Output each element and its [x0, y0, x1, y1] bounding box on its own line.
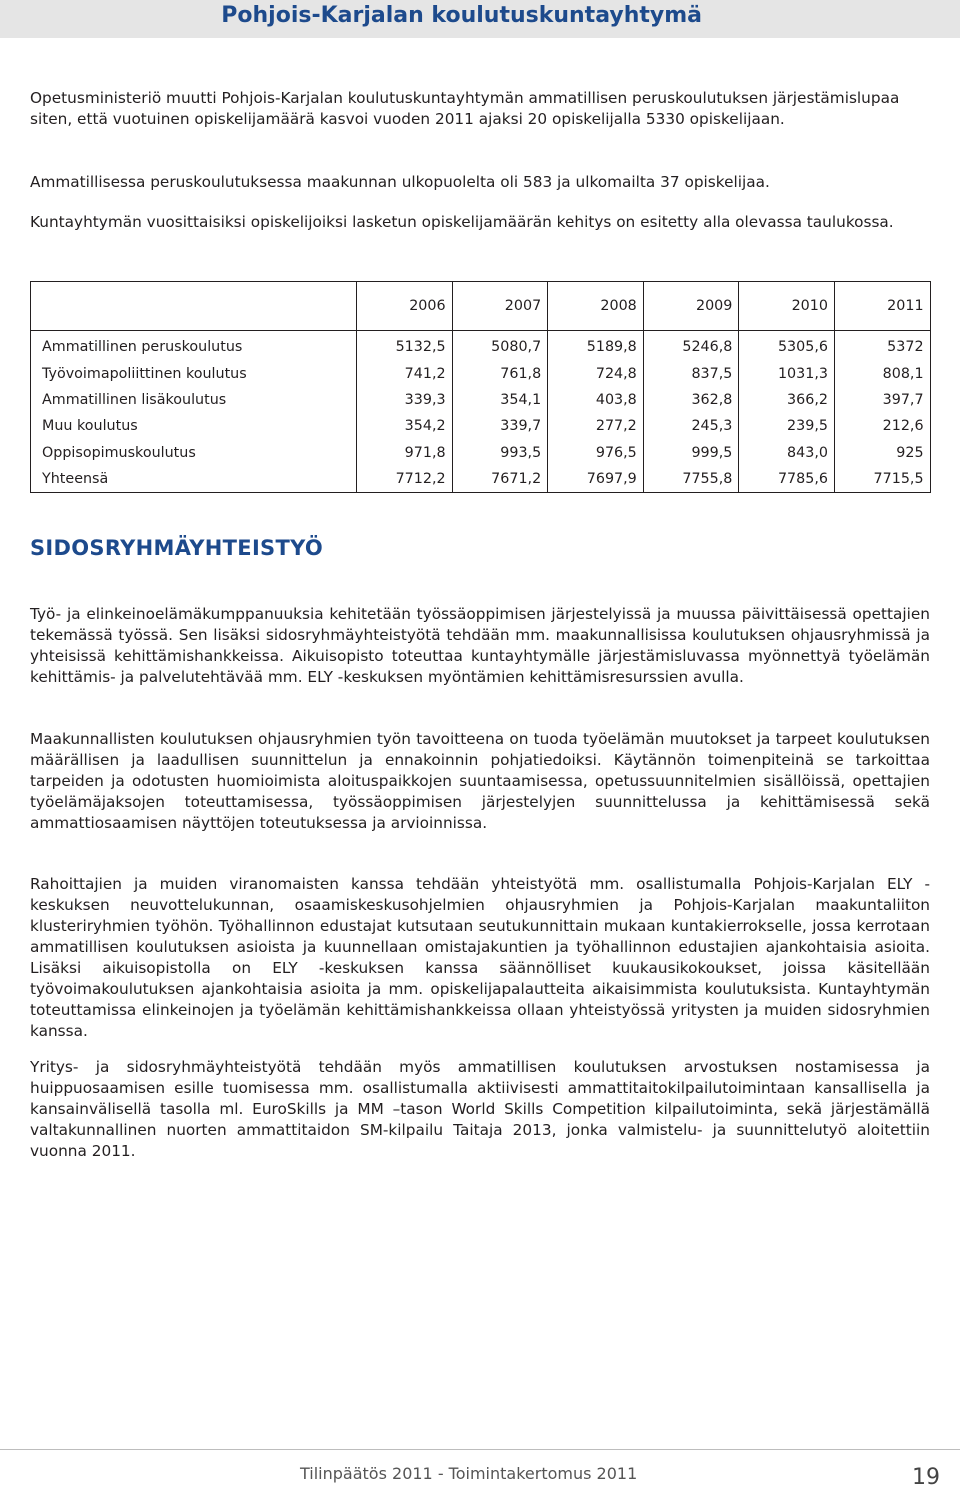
table-cell: 5189,8	[548, 331, 644, 361]
table-cell: 5080,7	[452, 331, 548, 361]
table-cell: 403,8	[548, 387, 644, 413]
table-cell: 277,2	[548, 413, 644, 439]
header-cell-year: 2009	[643, 282, 739, 331]
body-paragraph-4: Yritys- ja sidosryhmäyhteistyötä tehdään myös ammatillisen koulutuksen arvostuksen nostamisessa ja huippuosaamisen esille tuomisessa mm. osallistumalla aktiivisesti ammattitaitokilpailutoimintaan kansallisella ja kansainvälisellä tasolla ml. EuroSkills ja MM –tason World Skills Competition kilpailutoiminta, sekä järjestämällä valtakunnallinen nuorten ammattitaidon SM-kilpailu Taitaja 2013, jonka valmistelu- ja suunnittelutyö aloitettiin vuonna 2011.	[30, 1058, 930, 1160]
table-cell: 741,2	[357, 360, 453, 386]
table-cell: 239,5	[739, 413, 835, 439]
page-header	[0, 0, 960, 38]
body-paragraph-2: Maakunnallisten koulutuksen ohjausryhmien työn tavoitteena on tuoda työelämän muutokset ja tarpeet koulutuksen määrällisen ja laadullisen suunnittelun ja ennakoinnin pohjatiedoiksi. Käytännön toimenpiteinä se tarkoittaa tarpeiden ja odotusten huomioimista aloituspaikkojen suuntaamisessa, opetussuunnitelmien sisällöissä, opettajien työelämäjaksojen toteuttamisessa, työssäoppimisen järjestelyjen suunnittelussa ja kehittämisessä sekä ammattiosaamisen näyttöjen toteutuksessa ja arvioinnissa.	[30, 730, 930, 832]
table-cell: 724,8	[548, 360, 644, 386]
student-count-table	[30, 281, 931, 493]
table-cell: 7755,8	[643, 466, 739, 493]
header-cell-year: 2008	[548, 282, 644, 331]
table-cell: 7715,5	[834, 466, 930, 493]
page-number: 19	[912, 1465, 940, 1490]
table-cell: 837,5	[643, 360, 739, 386]
table-cell: 212,6	[834, 413, 930, 439]
table-cell: 999,5	[643, 440, 739, 466]
table-header	[31, 282, 931, 331]
footer-title: Tilinpäätös 2011 - Toimintakertomus 2011	[300, 1464, 638, 1483]
table-row	[31, 440, 931, 466]
row-label: Ammatillinen peruskoulutus	[31, 331, 357, 361]
table-cell: 7712,2	[357, 466, 453, 493]
table-header-row	[31, 282, 931, 331]
table-row	[31, 331, 931, 361]
table-cell: 339,7	[452, 413, 548, 439]
table-cell: 366,2	[739, 387, 835, 413]
table-cell: 354,2	[357, 413, 453, 439]
table-cell: 843,0	[739, 440, 835, 466]
header-cell-empty	[31, 282, 357, 331]
table-cell: 925	[834, 440, 930, 466]
table-cell: 761,8	[452, 360, 548, 386]
table-cell: 354,1	[452, 387, 548, 413]
table-body	[31, 331, 931, 493]
header-cell-year: 2006	[357, 282, 453, 331]
table-cell: 1031,3	[739, 360, 835, 386]
header-cell-year: 2010	[739, 282, 835, 331]
intro-paragraph-3: Kuntayhtymän vuosittaisiksi opiskelijoiksi lasketun opiskelijamäärän kehitys on esitetty alla olevassa taulukossa.	[30, 213, 894, 231]
table-cell: 339,3	[357, 387, 453, 413]
table-cell: 7697,9	[548, 466, 644, 493]
table-row-total	[31, 466, 931, 493]
table-cell: 976,5	[548, 440, 644, 466]
footer-divider	[0, 1449, 960, 1450]
body-paragraph-3: Rahoittajien ja muiden viranomaisten kanssa tehdään yhteistyötä mm. osallistumalla Pohjois-Karjalan ELY -keskuksen neuvottelukunnan, osaamiskeskusohjelmien ohjausryhmien ja Pohjois-Karjalan maakuntaliiton klusteriryhmien työhön. Työhallinnon edustajat kutsutaan seutukunnittain mukaan kuntakierrokselle, jossa kerrotaan ammatillisen koulutuksen asioista ja kuunnellaan omistajakuntien ja työhallinnon edustajien ajankohtaisia asioita. Lisäksi aikuisopistolla on ELY -keskuksen kanssa säännölliset kuukausikokoukset, joissa käsitellään työvoimakoulutuksen ajankohtaisia asioita ja mm. opiskelijapalautteita aikaisimmista koulutuksista. Kuntayhtymän toteuttamissa elinkeinojen ja työelämän kehittämishankkeissa ollaan yhteistyössä yritysten ja muiden sidosryhmien kanssa.	[30, 875, 930, 1040]
table-cell: 5305,6	[739, 331, 835, 361]
body-paragraph-1: Työ- ja elinkeinoelämäkumppanuuksia kehitetään työssäoppimisen järjestelyissä ja muussa päivittäisessä opettajien tekemässä työssä. Sen lisäksi sidosryhmäyhteistyötä tehdään mm. maakunnallisissa koulutuksen ohjausryhmissä ja yhteisissä kehittämishankkeissa. Aikuisopisto toteuttaa kuntayhtymälle järjestämisluvassa myönnettyä työelämän kehittämis- ja palvelutehtävää mm. ELY -keskuksen myöntämien kehittämisresurssien avulla.	[30, 605, 930, 686]
table-cell: 7785,6	[739, 466, 835, 493]
header-title: Pohjois-Karjalan koulutuskuntayhtymä	[221, 3, 702, 28]
table-cell: 971,8	[357, 440, 453, 466]
row-label: Muu koulutus	[31, 413, 357, 439]
table-row	[31, 413, 931, 439]
table-cell: 808,1	[834, 360, 930, 386]
student-count-table-wrapper	[30, 281, 930, 493]
table-cell: 7671,2	[452, 466, 548, 493]
row-label: Ammatillinen lisäkoulutus	[31, 387, 357, 413]
table-cell: 245,3	[643, 413, 739, 439]
table-cell: 5132,5	[357, 331, 453, 361]
intro-paragraph-2: Ammatillisessa peruskoulutuksessa maakunnan ulkopuolelta oli 583 ja ulkomailta 37 opiskelijaa.	[30, 173, 770, 191]
header-cell-year: 2011	[834, 282, 930, 331]
section-heading: SIDOSRYHMÄYHTEISTYÖ	[30, 536, 324, 560]
table-cell: 397,7	[834, 387, 930, 413]
row-label: Oppisopimuskoulutus	[31, 440, 357, 466]
table-row	[31, 387, 931, 413]
table-cell: 5372	[834, 331, 930, 361]
row-label: Työvoimapoliittinen koulutus	[31, 360, 357, 386]
table-cell: 993,5	[452, 440, 548, 466]
table-row	[31, 360, 931, 386]
table-cell: 362,8	[643, 387, 739, 413]
header-cell-year: 2007	[452, 282, 548, 331]
table-cell: 5246,8	[643, 331, 739, 361]
intro-paragraph-1: Opetusministeriö muutti Pohjois-Karjalan koulutuskuntayhtymän ammatillisen peruskoulutuksen järjestämislupaa siten, että vuotuinen opiskelijamäärä kasvoi vuoden 2011 ajaksi 20 opiskelijalla 5330 opiskelijaan.	[30, 89, 900, 128]
row-label: Yhteensä	[31, 466, 357, 493]
